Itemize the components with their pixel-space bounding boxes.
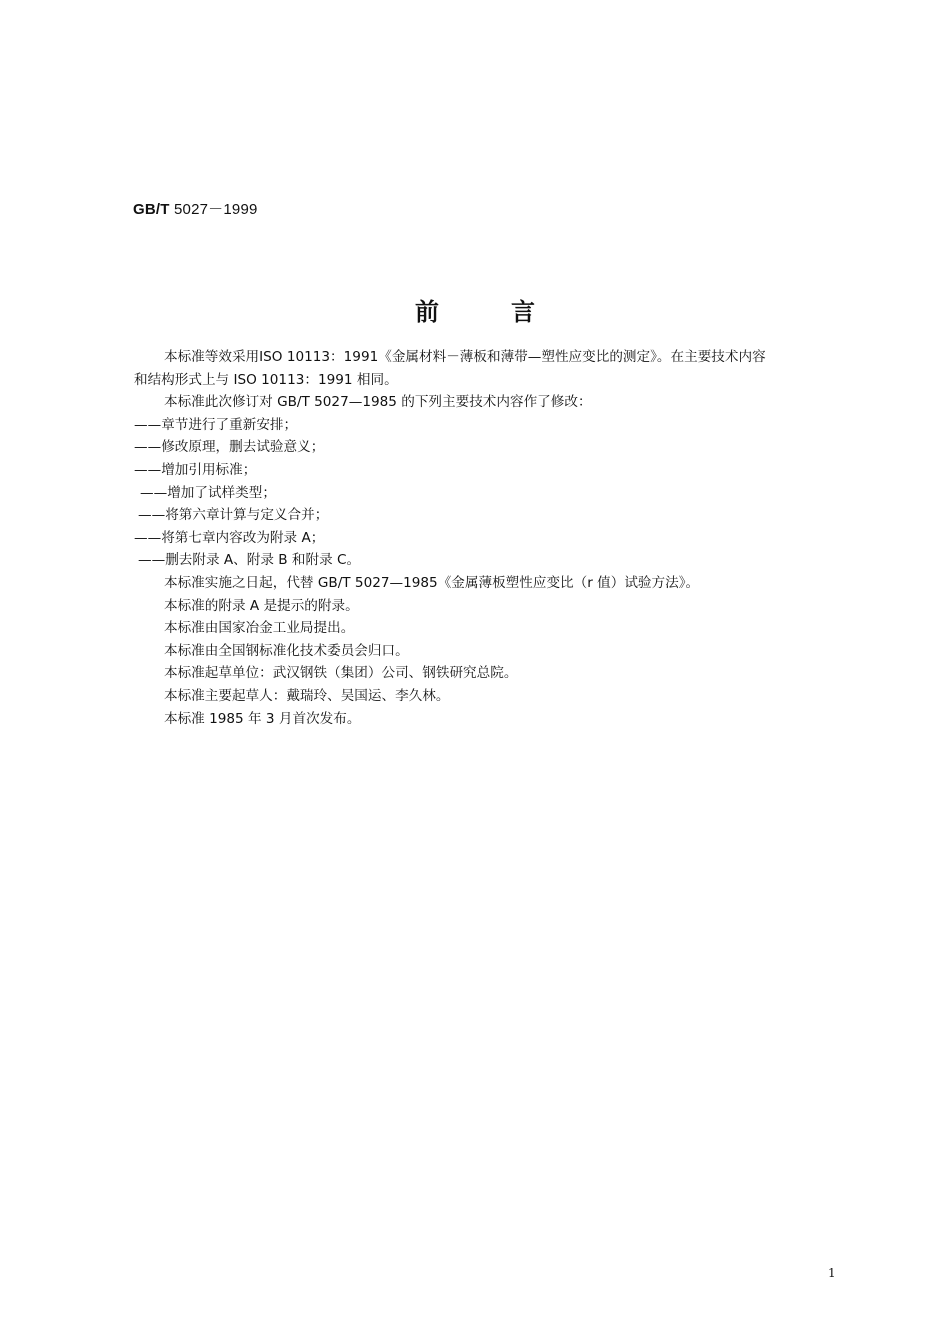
page-number: 1 bbox=[828, 1266, 836, 1280]
list-item: ——删去附录 A、附录 B 和附录 C。 bbox=[138, 552, 361, 569]
paragraph-6: 本标准由全国钢标准化技术委员会归口。 bbox=[164, 642, 409, 659]
paragraph-9: 本标准 1985 年 3 月首次发布。 bbox=[164, 710, 361, 727]
list-item: ——修改原理，删去试验意义； bbox=[134, 439, 325, 456]
paragraph-5: 本标准由国家冶金工业局提出。 bbox=[164, 620, 355, 637]
list-item: ——将第七章内容改为附录 A； bbox=[134, 529, 325, 546]
list-item: ——章节进行了重新安排； bbox=[134, 416, 298, 433]
paragraph-1-cont: 和结构形式上与 ISO 10113：1991 相同。 bbox=[134, 371, 398, 388]
paragraph-7: 本标准起草单位：武汉钢铁（集团）公司、钢铁研究总院。 bbox=[164, 665, 518, 682]
list-item: ——增加引用标准； bbox=[134, 461, 257, 478]
paragraph-1: 本标准等效采用ISO 10113：1991《金属材料－薄板和薄带—塑性应变比的测定》。在主要技术内容 bbox=[164, 349, 766, 365]
standard-prefix: GB/T bbox=[133, 201, 170, 218]
standard-code bbox=[133, 198, 258, 219]
list-item: ——增加了试样类型； bbox=[140, 484, 276, 501]
standard-number: 5027－1999 bbox=[174, 201, 258, 218]
paragraph-8: 本标准主要起草人：戴瑞玲、吴国运、李久林。 bbox=[164, 687, 450, 704]
page-title: 前言 bbox=[415, 298, 607, 326]
foreword-body bbox=[134, 346, 864, 730]
list-item: ——将第六章计算与定义合并； bbox=[138, 507, 329, 524]
paragraph-4: 本标准的附录 A 是提示的附录。 bbox=[164, 597, 359, 614]
paragraph-2: 本标准此次修订对 GB/T 5027—1985 的下列主要技术内容作了修改： bbox=[164, 394, 592, 411]
paragraph-3: 本标准实施之日起，代替 GB/T 5027—1985《金属薄板塑性应变比（r 值）试验方法》。 bbox=[164, 574, 700, 591]
